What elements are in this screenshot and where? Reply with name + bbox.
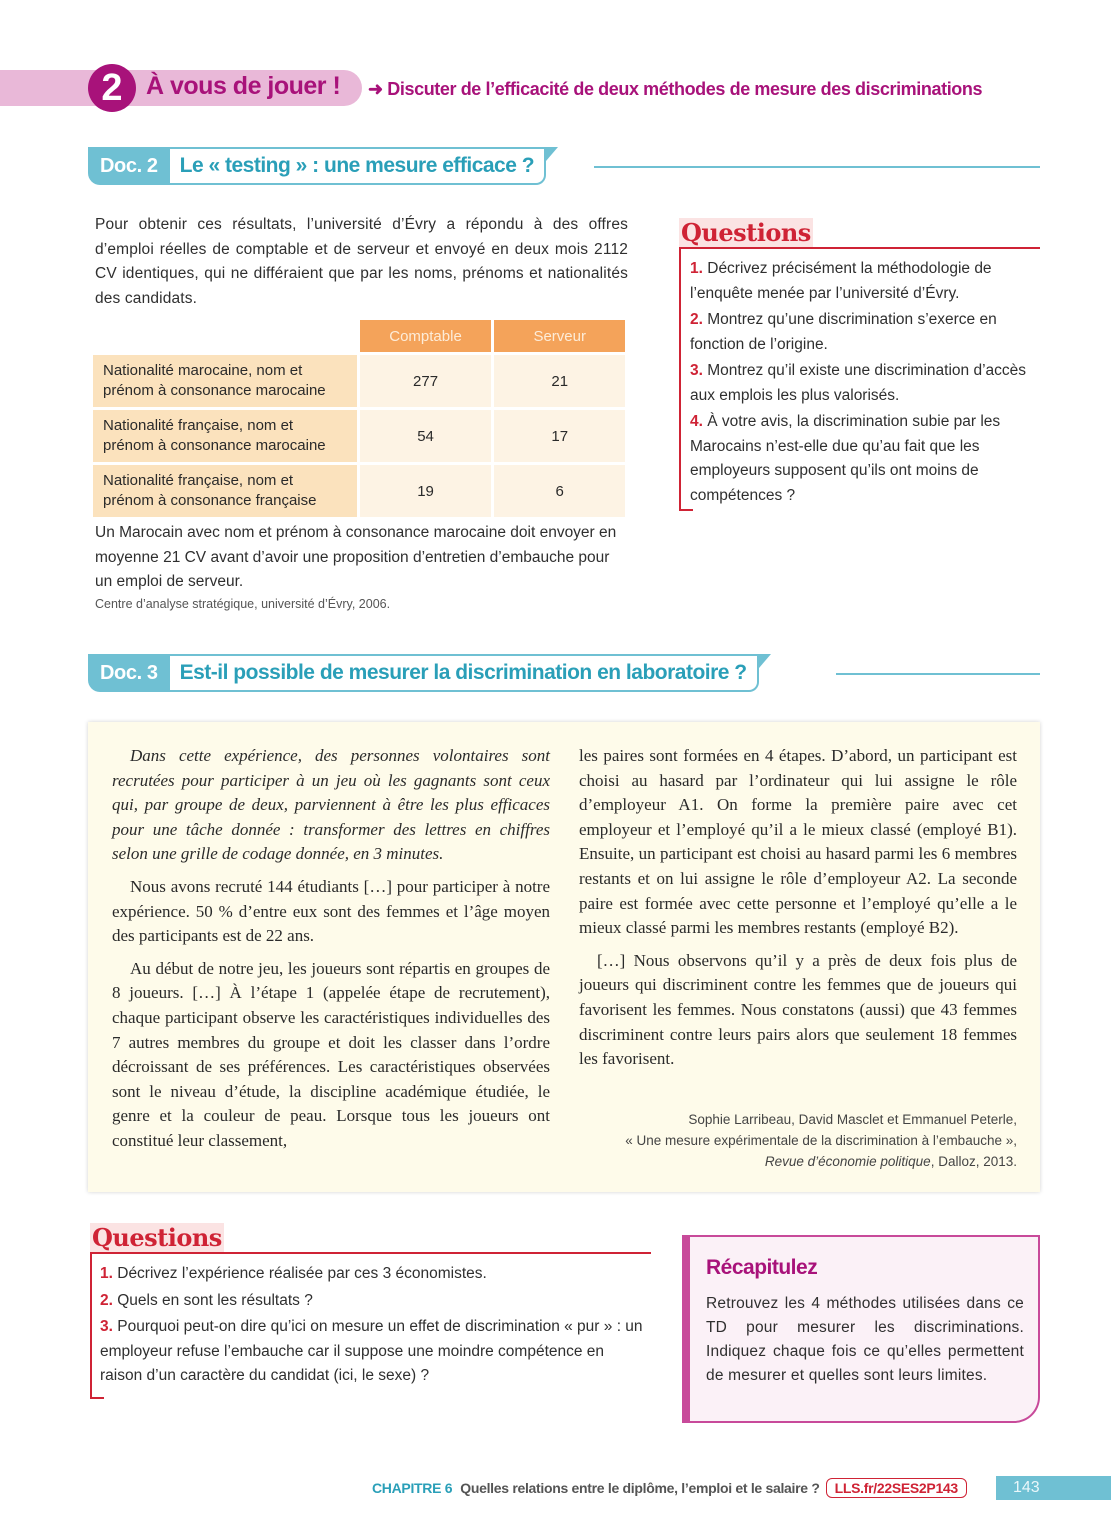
cell-comptable: 19: [360, 465, 492, 517]
question-text: À votre avis, la discrimination subie par les Marocains n’est-elle due qu’au fait que les employeurs supposent qu’ils ont moins de compétences ?: [690, 413, 1001, 504]
column-header-serveur: Serveur: [494, 320, 625, 352]
question-number: 1.: [690, 260, 703, 277]
question-item: [100, 1315, 645, 1389]
page-number: 143: [996, 1476, 1111, 1500]
page-footer: [372, 1476, 967, 1500]
question-item: [690, 308, 1035, 357]
questions1-list: [690, 257, 1035, 510]
frame-foot: [90, 1397, 104, 1399]
testing-results-table: [90, 317, 628, 520]
recap-text: Retrouvez les 4 méthodes utilisées dans ce TD pour mesurer les discriminations. Indiquez chaque fois ce qu’elles permettent de mesurer et quelles sont leurs limites.: [706, 1295, 1024, 1384]
doc3-column-right: [579, 744, 1017, 1080]
question-number: 3.: [690, 362, 703, 379]
table-row: [93, 465, 625, 517]
citation-journal-line: [625, 1151, 1017, 1172]
question-item: [100, 1289, 645, 1314]
questions2-list: [100, 1262, 645, 1391]
questions2-title-text: Questions: [92, 1223, 222, 1252]
doc2-source: Centre d’analyse stratégique, université d’Évry, 2006.: [95, 597, 391, 611]
question-number: 2.: [690, 311, 703, 328]
table-header-row: [93, 320, 625, 352]
table-row: [93, 355, 625, 407]
cell-serveur: 21: [494, 355, 625, 407]
doc3-paragraph: Nous avons recruté 144 étudiants […] pour participer à notre expérience. 50 % d’entre eux sont des femmes et l’âge moyen des participants est de 22 ans.: [112, 876, 550, 946]
column-header-comptable: Comptable: [360, 320, 492, 352]
doc2-intro-paragraph: Pour obtenir ces résultats, l’université d’Évry a répondu à des offres d’emploi réelles de comptable et de serveur et envoyé en deux mois 2112 CV identiques, qui ne différaient que par les noms, prénoms et nationalités des candidats.: [95, 216, 628, 307]
table-row: [93, 410, 625, 462]
section-subtitle: ➜ Discuter de l’efficacité de deux méthodes de mesure des discriminations: [368, 79, 983, 99]
question-number: 1.: [100, 1265, 113, 1282]
cell-comptable: 54: [360, 410, 492, 462]
question-item: [690, 257, 1035, 306]
question-item: [690, 410, 1035, 508]
table-corner-cell: [93, 320, 357, 352]
question-text: Montrez qu’il existe une discrimination d’accès aux emplois les plus valorisés.: [690, 362, 1027, 404]
doc3-paragraph: Dans cette expérience, des personnes volontaires sont recrutées pour participer à un jeu où les gagnants sont ceux qui, par groupe de deux, parviennent à être les plus efficaces pour une tâche donnée : transformer des lettres en chiffres selon une grille de codage donnée, en 3 minutes.: [112, 746, 550, 864]
doc2-header-rule: [594, 166, 1040, 168]
doc3-paragraph: Au début de notre jeu, les joueurs sont répartis en groupes de 8 joueurs. […] À l’étape 1 (appelée étape de recrutement), chaque participant observe les caractéristiques individuelles des 7 autres membres du groupe et doit les classer dans l’ordre décroissant de ses préférences. Les caractéristiques observées sont le niveau d’étude, la discipline académique étudiée, le genre et la couleur de peau. Lorsque tous les joueurs ont constitué leur classement,: [112, 958, 550, 1150]
doc3-paragraph: […] Nous observons qu’il y a près de deux fois plus de joueurs qui discriminent contre les femmes que de joueurs qui favorisent les femmes. Nous constatons (aussi) que 43 femmes discriminent contre leurs pairs alors que seulement 18 femmes les favorisent.: [579, 950, 1017, 1069]
questions2-title: [90, 1223, 224, 1252]
doc3-header-corner: [759, 654, 771, 668]
cell-serveur: 6: [494, 465, 625, 517]
questions1-title: [679, 218, 813, 247]
question-item: [690, 359, 1035, 408]
citation-article: « Une mesure expérimentale de la discrimination à l’embauche »,: [625, 1133, 1017, 1148]
question-text: Décrivez précisément la méthodologie de l’enquête menée par l’université d’Évry.: [690, 260, 992, 302]
doc2-note-paragraph: Un Marocain avec nom et prénom à consonance marocaine doit envoyer en moyenne 21 CV avant d’avoir une proposition d’entretien d’embauche pour un emploi de serveur.: [95, 524, 617, 590]
doc2-title: Le « testing » : une mesure efficace ?: [170, 147, 546, 185]
citation-authors: Sophie Larribeau, David Masclet et Emmanuel Peterle,: [688, 1112, 1017, 1127]
section-title: À vous de jouer !: [146, 72, 341, 100]
section-number-badge: 2: [88, 64, 136, 112]
doc3-paragraph: les paires sont formées en 4 étapes. D’abord, un participant est choisi au hasard par l’ordinateur qui lui assigne le rôle d’employeur A1. On forme la première paire avec cet employeur et l’employé qu’il a le mieux classé (employé B1). Ensuite, un participant est choisi au hasard parmi les 6 membres restants et on lui assigne le rôle d’employeur A2. La seconde paire est formée avec cette personne et l’employé qu’elle a le mieux classé parmi les membres restants (employé B2).: [579, 746, 1017, 938]
questions1-title-text: Questions: [681, 218, 811, 247]
citation-journal: Revue d’économie politique: [764, 1154, 931, 1169]
question-text: Décrivez l’expérience réalisée par ces 3 économistes.: [112, 1265, 487, 1282]
row-label: Nationalité française, nom et prénom à consonance française: [93, 465, 357, 517]
row-label: Nationalité française, nom et prénom à consonance marocaine: [93, 410, 357, 462]
doc2-tag: Doc. 2: [88, 147, 170, 185]
citation-publisher: , Dalloz, 2013.: [930, 1154, 1017, 1169]
footer-chapter-title: Quelles relations entre le diplôme, l’emploi et le salaire ?: [460, 1480, 820, 1496]
row-label: Nationalité marocaine, nom et prénom à consonance marocaine: [93, 355, 357, 407]
question-number: 3.: [100, 1318, 113, 1335]
footer-chapter: CHAPITRE 6: [372, 1480, 453, 1496]
cell-comptable: 277: [360, 355, 492, 407]
question-item: [100, 1262, 645, 1287]
doc3-citation: [625, 1109, 1017, 1172]
doc3-header-rule: [836, 673, 1040, 675]
question-text: Pourquoi peut-on dire qu’ici on mesure un effet de discrimination « pur » : un employeur refuse l’embauche car il suppose une moindre compétence en raison d’un caractère du candidat (ici, le sexe) ?: [100, 1318, 643, 1384]
doc2-header: [88, 147, 558, 185]
doc3-title: Est-il possible de mesurer la discrimination en laboratoire ?: [170, 654, 759, 692]
question-text: Montrez qu’une discrimination s’exerce en fonction de l’origine.: [690, 311, 997, 353]
footer-link[interactable]: LLS.fr/22SES2P143: [826, 1478, 967, 1498]
question-number: 4.: [690, 413, 703, 430]
recap-title: Récapitulez: [706, 1256, 818, 1279]
doc2-header-corner: [546, 147, 558, 161]
cell-serveur: 17: [494, 410, 625, 462]
question-text: Quels en sont les résultats ?: [112, 1291, 313, 1309]
doc3-header: [88, 654, 771, 692]
doc3-column-left: [112, 744, 550, 1162]
question-number: 2.: [100, 1291, 113, 1309]
doc3-tag: Doc. 3: [88, 654, 170, 692]
